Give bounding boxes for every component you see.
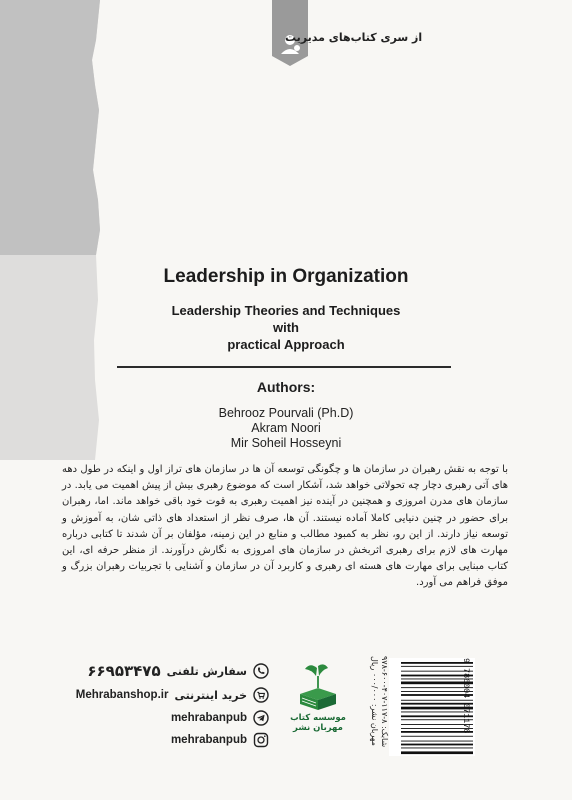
barcode-bar bbox=[401, 748, 473, 749]
instagram-handle[interactable]: mehrabanpub bbox=[170, 734, 247, 746]
publisher-logo bbox=[288, 660, 348, 750]
phone-number: ۶۶۹۵۳۴۷۵ bbox=[87, 662, 161, 680]
publisher-line: مهربان نشر bbox=[293, 723, 343, 733]
price-line: مهربان نشر: ۰۰۰/۰۰۰ ریال bbox=[370, 656, 379, 746]
barcode-bar bbox=[401, 744, 473, 746]
shopping-cart-icon bbox=[253, 687, 269, 703]
telegram-handle[interactable]: mehrabanpub bbox=[170, 712, 247, 724]
author-name: Akram Noori bbox=[251, 421, 321, 435]
barcode-bar bbox=[401, 736, 473, 737]
telegram-row bbox=[145, 707, 269, 729]
subtitle-line: practical Approach bbox=[227, 337, 345, 352]
book-description bbox=[62, 462, 508, 592]
phone-label: سفارش تلفنی bbox=[166, 664, 247, 678]
series-text: از سری کتاب‌های مدیریت bbox=[285, 30, 423, 44]
barcode-bar bbox=[401, 741, 473, 742]
shop-url[interactable]: Mehrabanshop.ir bbox=[75, 689, 169, 701]
isbn-line: شابک: ۸-۱۱۷-۴۰۷-۶۰۰-۹۷۸ bbox=[380, 656, 389, 748]
series-label bbox=[285, 22, 495, 52]
shop-label: خرید اینترنتی bbox=[174, 688, 247, 702]
phone-order-row bbox=[87, 660, 269, 682]
telegram-icon bbox=[253, 710, 269, 726]
book-subtitle bbox=[0, 302, 572, 353]
subtitle-line: Leadership Theories and Techniques bbox=[171, 303, 401, 318]
divider bbox=[117, 366, 451, 368]
description-text: با توجه به نقش رهبران در سازمان ها و چگونگی توسعه آن ها در سازمان های تراز اول و اینکه در طول دهه های آتی رهبری دچار چه تحولاتی خواهد شد، آشکار است که موضوع رهبری بیش از پیش اهمیت می یابد. در سازمان های مدرن امروزی و همچنین در آینده نیز اهمیت رهبری به قوت خود باقی خواهد ماند. اما، رهبران برای حضور در چنین دنیایی کاملا آماده نیستند. آن ها، صرف نظر از استعداد های ذاتی شان، به آموزش و توسعه نیاز دارند. از این رو، نظر به کمبود مطالب و منابع در این زمینه، مؤلفان بر آن شدند تا کتابی درباره مهارت های لازم برای رهبری اثربخش در سازمان های امروزی به نگارش درآورند. از منظر حرفه ای، این کتاب مبنایی برای مهارت های هسته ای رهبری و کاربرد آن در سازمان و آشنایی با تجربیات رهبران بزرگ و موفق فراهم می آورد. bbox=[62, 464, 508, 589]
authors-heading: Authors: bbox=[256, 379, 316, 395]
barcode-digits: 9 786004 071178 bbox=[461, 658, 471, 734]
phone-icon bbox=[253, 663, 269, 679]
barcode bbox=[389, 658, 475, 756]
book-title: Leadership in Organization bbox=[163, 266, 409, 287]
subtitle-line: with bbox=[273, 320, 299, 335]
publisher-line: موسسه کتاب bbox=[290, 713, 346, 723]
author-name: Behrooz Pourvali (Ph.D) bbox=[218, 406, 354, 420]
publisher-name bbox=[288, 713, 348, 733]
instagram-icon bbox=[253, 732, 269, 748]
instagram-row bbox=[145, 729, 269, 751]
barcode-bar bbox=[401, 751, 473, 754]
author-name: Mir Soheil Hosseyni bbox=[230, 436, 342, 450]
online-shop-row bbox=[75, 684, 269, 706]
